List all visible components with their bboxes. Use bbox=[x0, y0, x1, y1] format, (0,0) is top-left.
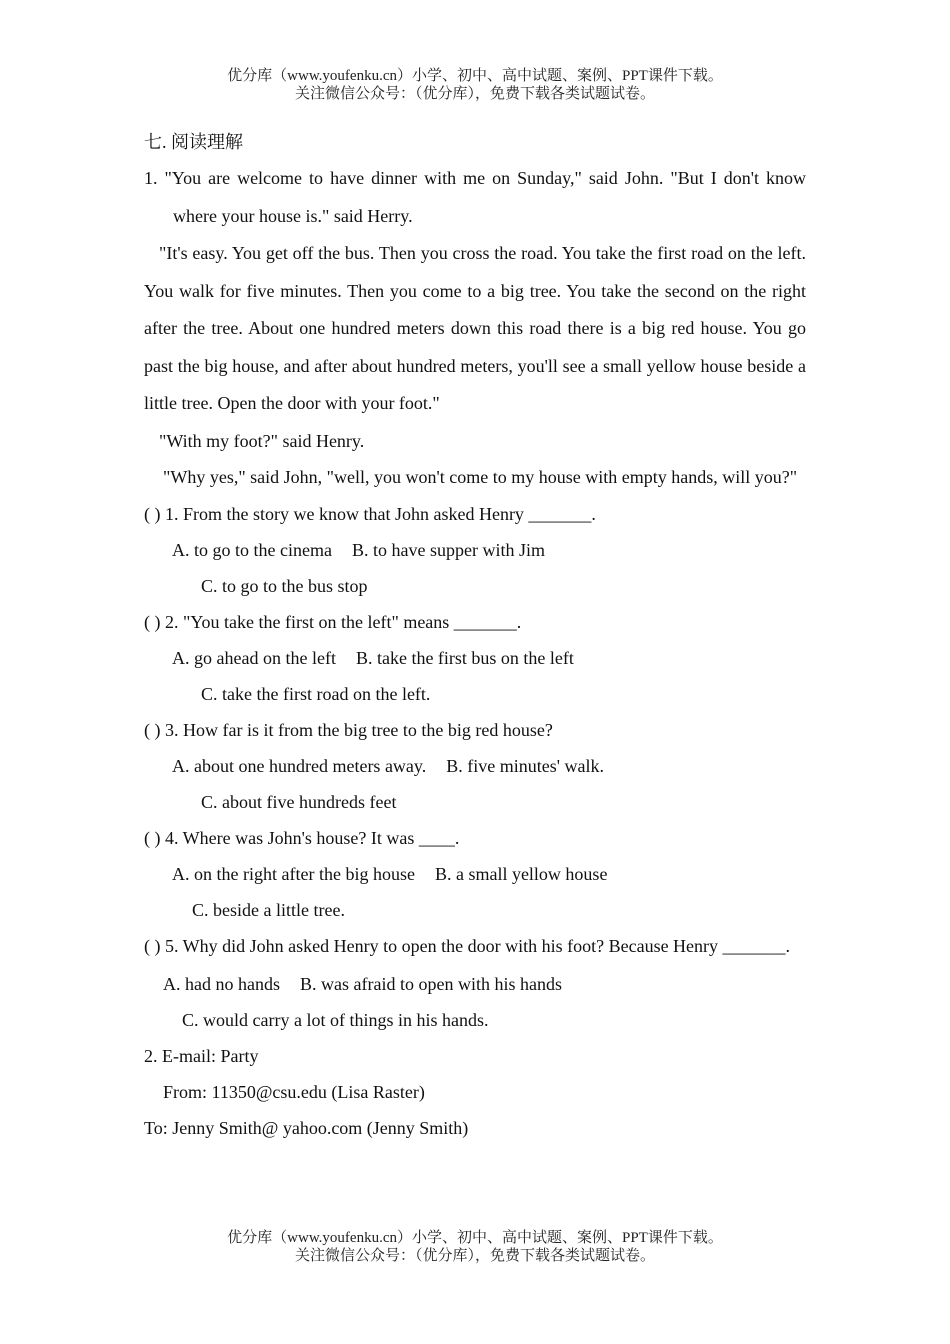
question-5-stem: ( ) 5. Why did John asked Henry to open the door with his foot? Because Henry _______. bbox=[144, 936, 791, 956]
question-3-option-a: A. about one hundred meters away. bbox=[172, 756, 427, 776]
email-from: From: 11350@csu.edu (Lisa Raster) bbox=[163, 1081, 425, 1102]
question-5-options-ab bbox=[144, 966, 806, 1002]
question-4-option-b: B. a small yellow house bbox=[434, 864, 608, 884]
question-3-option-c: C. about five hundreds feet bbox=[201, 792, 397, 812]
question-2-option-b: B. take the first bus on the left bbox=[355, 648, 574, 668]
question-5-option-a: A. had no hands bbox=[163, 973, 280, 994]
question-4-option-a: A. on the right after the big house bbox=[172, 864, 415, 884]
passage-paragraph-3: "With my foot?" said Henry. bbox=[159, 430, 365, 451]
question-2-stem: ( ) 2. "You take the first on the left" means _______. bbox=[144, 612, 522, 632]
document-body bbox=[144, 124, 806, 1146]
question-2-option-c: C. take the first road on the left. bbox=[201, 684, 431, 704]
header-line-1: 优分库（www.youfenku.cn）小学、初中、高中试题、案例、PPT课件下载。 bbox=[227, 68, 723, 84]
footer-line-1: 优分库（www.youfenku.cn）小学、初中、高中试题、案例、PPT课件下载。 bbox=[227, 1230, 723, 1246]
footer-line-2: 关注微信公众号：（优分库），免费下载各类试题试卷。 bbox=[294, 1248, 655, 1264]
email-title: 2. E-mail: Party bbox=[144, 1045, 259, 1066]
email-to: To: Jenny Smith@ yahoo.com (Jenny Smith) bbox=[144, 1117, 469, 1138]
question-1-stem: ( ) 1. From the story we know that John asked Henry _______. bbox=[144, 504, 596, 524]
page-header bbox=[0, 67, 950, 103]
question-1-option-c: C. to go to the bus stop bbox=[201, 576, 368, 596]
question-3-option-b: B. five minutes' walk. bbox=[446, 756, 604, 776]
header-line-2: 关注微信公众号：（优分库），免费下载各类试题试卷。 bbox=[294, 86, 655, 102]
question-4-options-ab bbox=[144, 856, 806, 892]
passage-paragraph-1: 1. "You are welcome to have dinner with me on Sunday," said John. "But I don't know where your house is." said Herry. bbox=[144, 168, 806, 226]
passage-paragraph-4: "Why yes," said John, "well, you won't come to my house with empty hands, will you?" bbox=[163, 466, 798, 487]
section-title: 七. 阅读理解 bbox=[144, 132, 243, 152]
question-1-option-a: A. to go to the cinema bbox=[172, 540, 332, 560]
question-4-option-c: C. beside a little tree. bbox=[192, 900, 345, 920]
question-5-option-b: B. was afraid to open with his hands bbox=[299, 973, 562, 994]
question-5-option-c: C. would carry a lot of things in his hands. bbox=[182, 1009, 489, 1030]
question-2-option-a: A. go ahead on the left bbox=[172, 648, 336, 668]
question-4-stem: ( ) 4. Where was John's house? It was ____. bbox=[144, 828, 460, 848]
question-2-options-ab bbox=[144, 640, 806, 676]
question-1-option-b: B. to have supper with Jim bbox=[351, 540, 545, 560]
question-3-stem: ( ) 3. How far is it from the big tree to the big red house? bbox=[144, 720, 553, 740]
passage-paragraph-2: "It's easy. You get off the bus. Then you cross the road. You take the first road on the left. You walk for five minutes. Then you come to a big tree. You take the second on the right after the tree. About one hundred meters down this road there is a big red house. You go past the big house, and after about hundred meters, you'll see a small yellow house beside a little tree. Open the door with your foot." bbox=[144, 243, 806, 413]
question-1-options-ab bbox=[144, 532, 806, 568]
page-footer bbox=[0, 1229, 950, 1265]
question-3-options-ab bbox=[144, 748, 806, 784]
